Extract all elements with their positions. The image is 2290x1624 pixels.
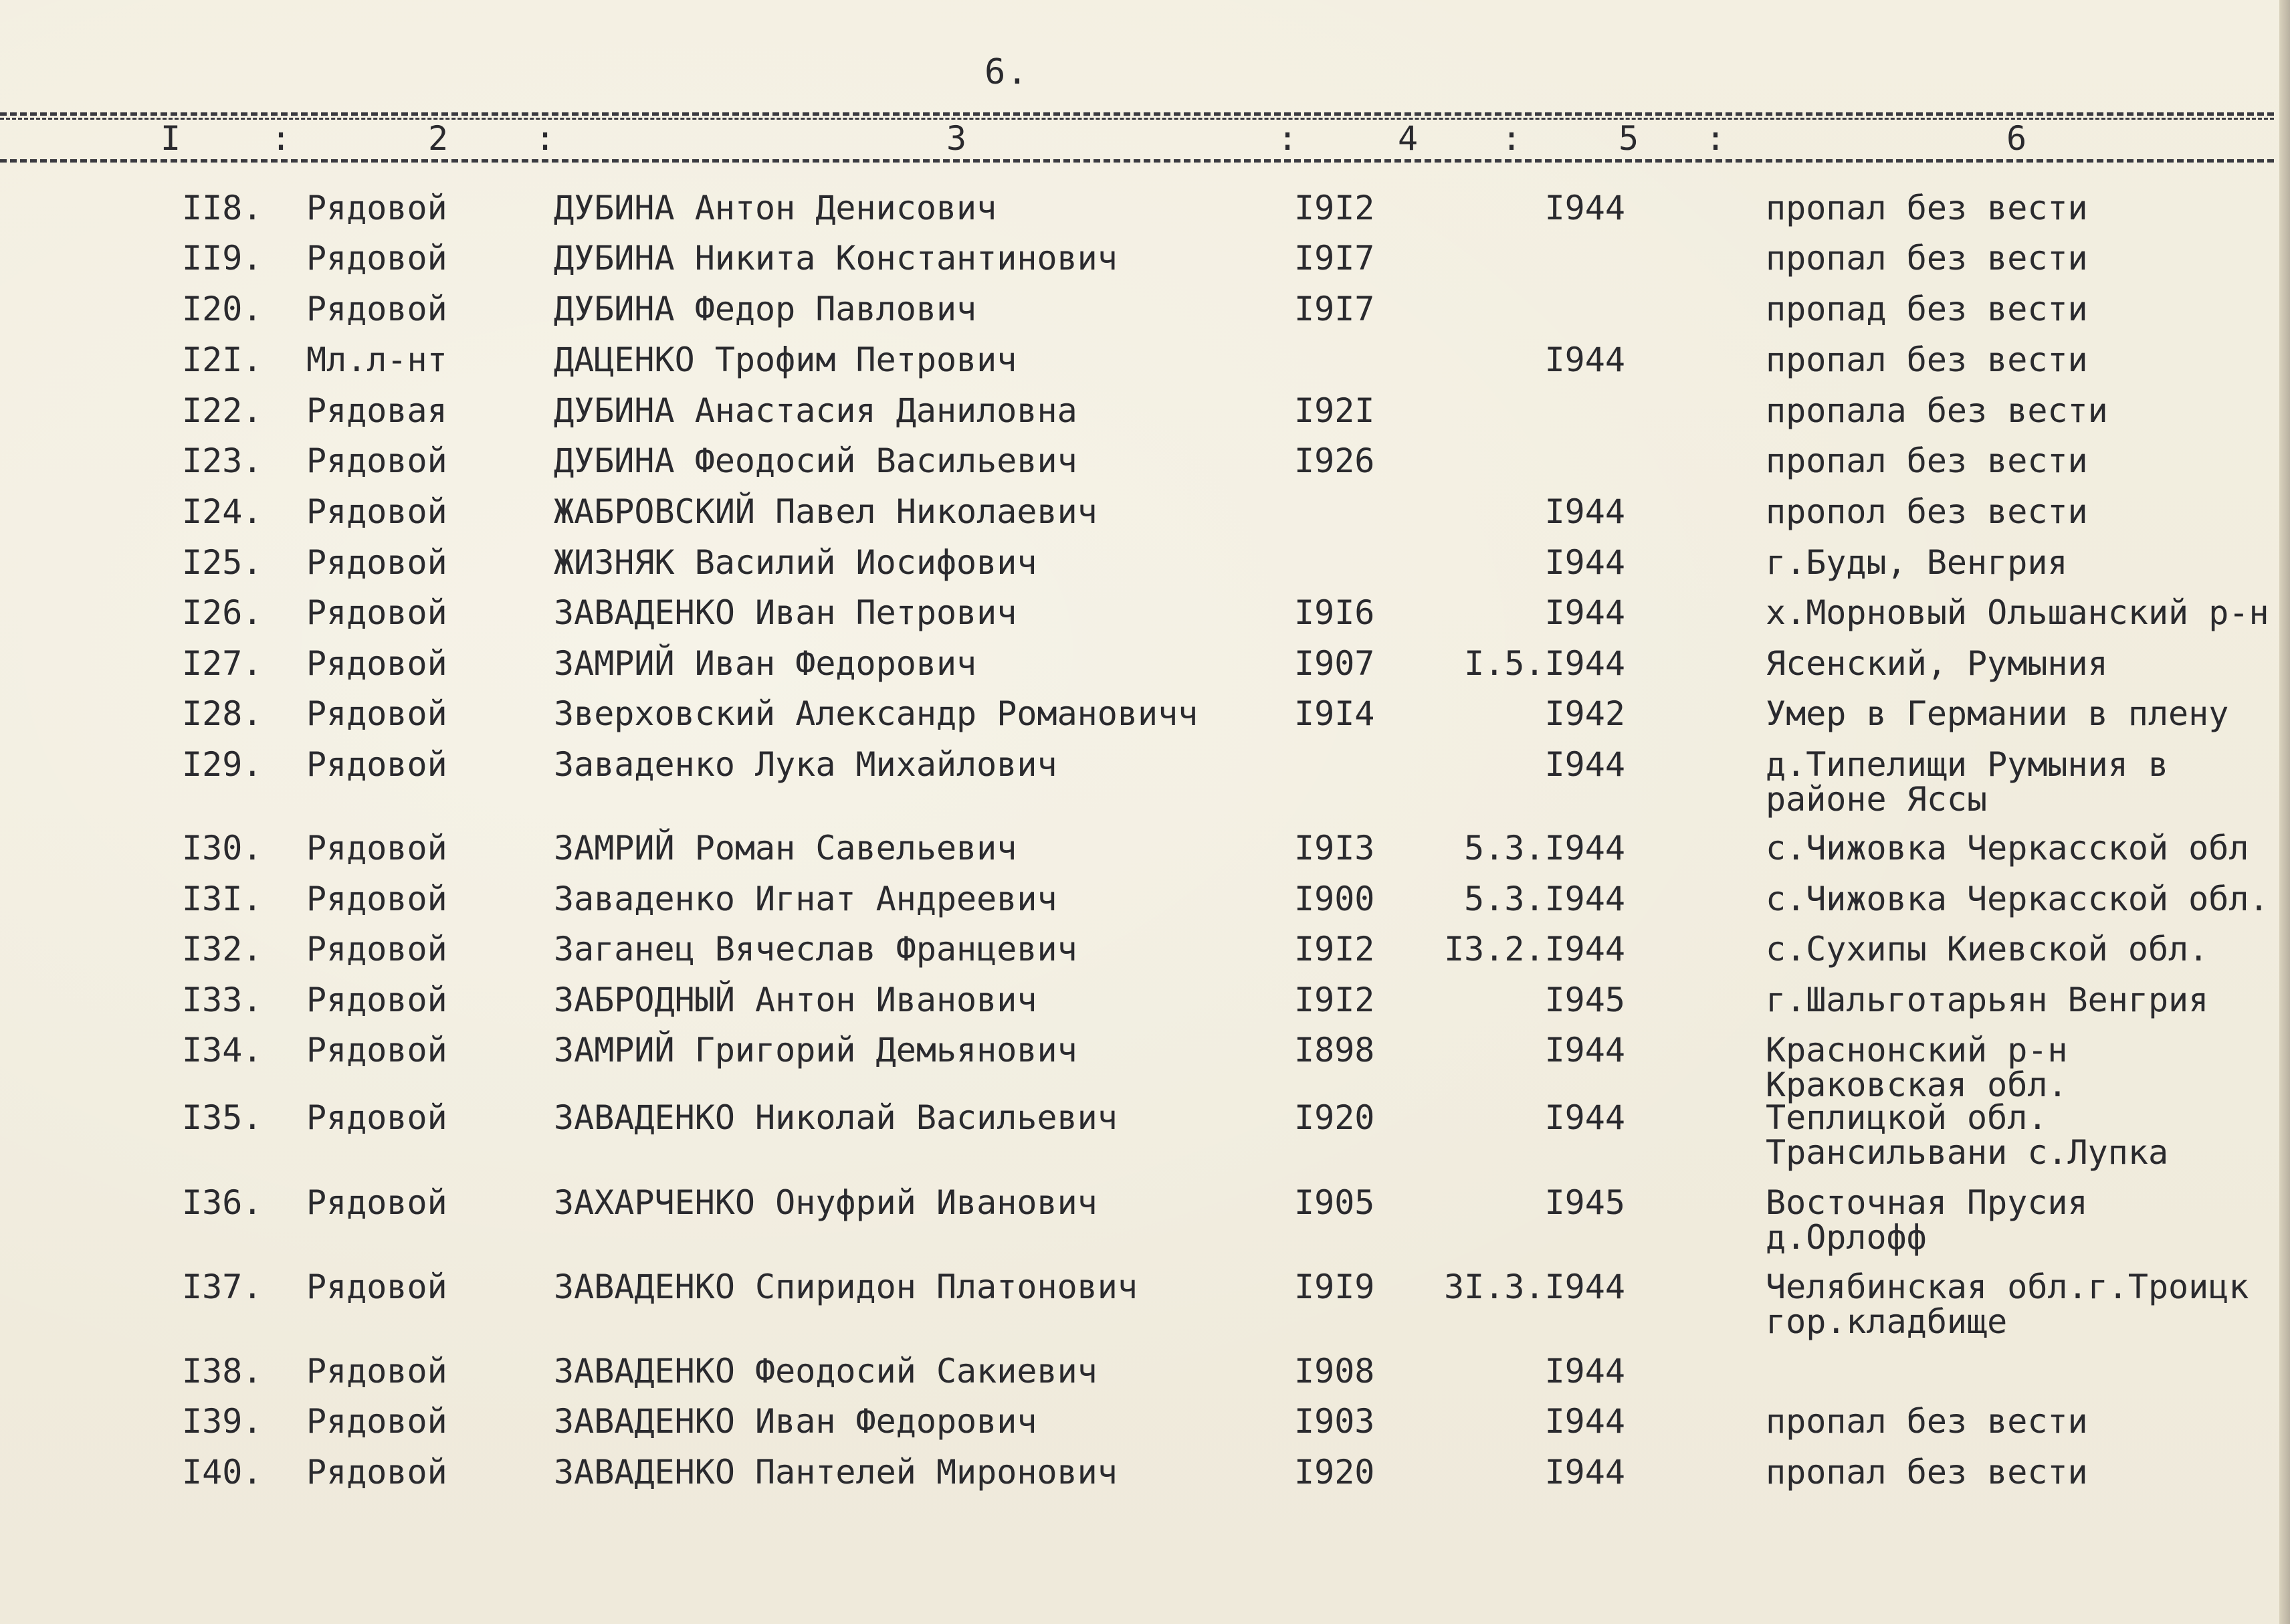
row-fate-place: г.Шальготарьян Венгрия xyxy=(1766,981,2209,1019)
row-full-name: Заваденко Игнат Андреевич xyxy=(554,880,1057,918)
row-death-date: I3.2.I944 xyxy=(1444,930,1625,969)
row-fate-place: х.Морновый Ольшанский р-н xyxy=(1766,593,2269,632)
row-birth-year: I900 xyxy=(1294,880,1375,918)
row-death-date: I944 xyxy=(1544,189,1625,227)
row-full-name: ЖИЗНЯК Василий Иосифович xyxy=(554,543,1037,582)
row-number: II9. xyxy=(182,239,263,278)
row-fate-place: Теплицкой обл. Трансильвани с.Лупка xyxy=(1766,1098,2169,1172)
row-number: I39. xyxy=(182,1402,263,1441)
row-death-date: I944 xyxy=(1544,543,1625,582)
row-death-date: I944 xyxy=(1544,492,1625,531)
header-sep-2: : xyxy=(535,119,556,158)
header-sep-3: : xyxy=(1277,119,1298,158)
row-number: I20. xyxy=(182,290,263,328)
header-col-1: I xyxy=(161,119,181,158)
row-fate-place: Восточная Прусия д.Орлофф xyxy=(1766,1183,2088,1257)
row-number: I35. xyxy=(182,1098,263,1137)
row-full-name: ДАЦЕНКО Трофим Петрович xyxy=(554,340,1017,379)
header-rule-double xyxy=(0,118,2274,120)
row-birth-year: I905 xyxy=(1294,1183,1375,1222)
row-fate-place: Ясенский, Румыния xyxy=(1766,644,2108,683)
row-death-date: I944 xyxy=(1544,1352,1625,1391)
row-number: I40. xyxy=(182,1453,263,1492)
row-fate-place: Умер в Германии в плену xyxy=(1766,694,2229,733)
row-fate-place: пропал без вести xyxy=(1766,1402,2088,1441)
row-full-name: ЗАБРОДНЫЙ Антон Иванович xyxy=(554,981,1037,1019)
row-rank: Рядовой xyxy=(306,981,447,1019)
row-full-name: ЗАВАДЕНКО Иван Федорович xyxy=(554,1402,1037,1441)
row-death-date: I945 xyxy=(1544,1183,1625,1222)
header-rule-bottom xyxy=(0,159,2274,163)
row-number: I3I. xyxy=(182,880,263,918)
row-number: I28. xyxy=(182,694,263,733)
row-death-date: I945 xyxy=(1544,981,1625,1019)
row-birth-year: I898 xyxy=(1294,1031,1375,1070)
row-full-name: ЗАХАРЧЕНКО Онуфрий Иванович xyxy=(554,1183,1098,1222)
row-rank: Рядовой xyxy=(306,1031,447,1070)
row-birth-year: I9I9 xyxy=(1294,1267,1375,1306)
row-number: II8. xyxy=(182,189,263,227)
row-full-name: Заганец Вячеслав Францевич xyxy=(554,930,1077,969)
row-rank: Рядовой xyxy=(306,189,447,227)
row-death-date: I944 xyxy=(1544,1031,1625,1070)
row-birth-year: I9I2 xyxy=(1294,981,1375,1019)
row-number: I36. xyxy=(182,1183,263,1222)
row-birth-year: I908 xyxy=(1294,1352,1375,1391)
row-birth-year: I9I4 xyxy=(1294,694,1375,733)
row-full-name: ЗАВАДЕНКО Николай Васильевич xyxy=(554,1098,1118,1137)
row-rank: Рядовой xyxy=(306,1267,447,1306)
header-sep-4: : xyxy=(1501,119,1522,158)
row-birth-year: I9I2 xyxy=(1294,930,1375,969)
row-rank: Рядовой xyxy=(306,1183,447,1222)
row-full-name: ДУБИНА Феодосий Васильевич xyxy=(554,441,1077,480)
row-full-name: ЗАМРИЙ Иван Федорович xyxy=(554,644,977,683)
header-rule-top xyxy=(0,112,2274,116)
row-full-name: ЗАВАДЕНКО Иван Петрович xyxy=(554,593,1017,632)
row-death-date: I942 xyxy=(1544,694,1625,733)
row-fate-place: пропол без вести xyxy=(1766,492,2088,531)
row-death-date: I944 xyxy=(1544,340,1625,379)
row-full-name: ЗАВАДЕНКО Пантелей Миронович xyxy=(554,1453,1118,1492)
row-full-name: ЗАМРИЙ Роман Савельевич xyxy=(554,829,1017,868)
row-fate-place: с.Чижовка Черкасской обл xyxy=(1766,829,2249,868)
row-birth-year: I920 xyxy=(1294,1453,1375,1492)
row-birth-year: I9I7 xyxy=(1294,290,1375,328)
header-col-4: 4 xyxy=(1398,119,1419,158)
row-number: I23. xyxy=(182,441,263,480)
row-rank: Рядовой xyxy=(306,694,447,733)
row-fate-place: пропал без вести xyxy=(1766,340,2088,379)
row-number: I38. xyxy=(182,1352,263,1391)
row-death-date: I944 xyxy=(1544,593,1625,632)
row-number: I33. xyxy=(182,981,263,1019)
row-rank: Рядовой xyxy=(306,1453,447,1492)
row-full-name: ЗАВАДЕНКО Феодосий Сакиевич xyxy=(554,1352,1098,1391)
row-full-name: ДУБИНА Антон Денисович xyxy=(554,189,997,227)
row-number: I2I. xyxy=(182,340,263,379)
header-col-3: 3 xyxy=(946,119,967,158)
row-number: I27. xyxy=(182,644,263,683)
row-rank: Рядовая xyxy=(306,391,447,430)
row-fate-place: Челябинская обл.г.Троицк гор.кладбище xyxy=(1766,1267,2249,1341)
row-rank: Рядовой xyxy=(306,829,447,868)
page-number: 6. xyxy=(984,52,1029,92)
row-rank: Рядовой xyxy=(306,745,447,784)
header-sep-1: : xyxy=(271,119,292,158)
row-fate-place: пропал без вести xyxy=(1766,1453,2088,1492)
row-full-name: ДУБИНА Анастасия Даниловна xyxy=(554,391,1077,430)
row-rank: Рядовой xyxy=(306,1402,447,1441)
row-death-date: I944 xyxy=(1544,1402,1625,1441)
row-rank: Рядовой xyxy=(306,1098,447,1137)
row-rank: Рядовой xyxy=(306,239,447,278)
row-death-date: I944 xyxy=(1544,745,1625,784)
header-col-2: 2 xyxy=(428,119,449,158)
row-number: I30. xyxy=(182,829,263,868)
row-rank: Рядовой xyxy=(306,441,447,480)
row-full-name: ДУБИНА Федор Павлович xyxy=(554,290,977,328)
row-rank: Рядовой xyxy=(306,543,447,582)
row-death-date: I944 xyxy=(1544,1098,1625,1137)
row-rank: Рядовой xyxy=(306,492,447,531)
row-death-date: 3I.3.I944 xyxy=(1444,1267,1625,1306)
row-fate-place: пропал без вести xyxy=(1766,239,2088,278)
row-number: I26. xyxy=(182,593,263,632)
header-sep-5: : xyxy=(1705,119,1726,158)
row-number: I34. xyxy=(182,1031,263,1070)
row-rank: Рядовой xyxy=(306,930,447,969)
row-birth-year: I920 xyxy=(1294,1098,1375,1137)
row-number: I29. xyxy=(182,745,263,784)
row-rank: Рядовой xyxy=(306,290,447,328)
row-rank: Рядовой xyxy=(306,644,447,683)
row-death-date: I.5.I944 xyxy=(1464,644,1625,683)
row-death-date: 5.3.I944 xyxy=(1464,829,1625,868)
row-death-date: 5.3.I944 xyxy=(1464,880,1625,918)
row-rank: Мл.л-нт xyxy=(306,340,447,379)
row-full-name: ДУБИНА Никита Константинович xyxy=(554,239,1118,278)
row-birth-year: I92I xyxy=(1294,391,1375,430)
row-birth-year: I907 xyxy=(1294,644,1375,683)
row-fate-place: пропал без вести xyxy=(1766,441,2088,480)
row-full-name: Зверховский Александр Романовичч xyxy=(554,694,1199,733)
page-edge xyxy=(2279,0,2290,1624)
row-full-name: ЗАВАДЕНКО Спиридон Платонович xyxy=(554,1267,1138,1306)
row-rank: Рядовой xyxy=(306,1352,447,1391)
row-death-date: I944 xyxy=(1544,1453,1625,1492)
row-birth-year: I9I3 xyxy=(1294,829,1375,868)
row-birth-year: I903 xyxy=(1294,1402,1375,1441)
row-number: I22. xyxy=(182,391,263,430)
row-birth-year: I9I6 xyxy=(1294,593,1375,632)
header-col-5: 5 xyxy=(1619,119,1639,158)
row-fate-place: пропад без вести xyxy=(1766,290,2088,328)
row-fate-place: с.Сухипы Киевской обл. xyxy=(1766,930,2209,969)
row-full-name: ЗАМРИЙ Григорий Демьянович xyxy=(554,1031,1077,1070)
row-number: I25. xyxy=(182,543,263,582)
row-number: I32. xyxy=(182,930,263,969)
row-fate-place: пропала без вести xyxy=(1766,391,2108,430)
row-fate-place: г.Буды, Венгрия xyxy=(1766,543,2068,582)
row-fate-place: д.Типелищи Румыния в районе Яссы xyxy=(1766,745,2169,819)
row-fate-place: Краснонский р-н Краковская обл. xyxy=(1766,1031,2068,1104)
row-birth-year: I926 xyxy=(1294,441,1375,480)
row-full-name: ЖАБРОВСКИЙ Павел Николаевич xyxy=(554,492,1098,531)
row-fate-place: с.Чижовка Черкасской обл. xyxy=(1766,880,2269,918)
row-birth-year: I9I2 xyxy=(1294,189,1375,227)
row-birth-year: I9I7 xyxy=(1294,239,1375,278)
row-number: I24. xyxy=(182,492,263,531)
row-number: I37. xyxy=(182,1267,263,1306)
row-fate-place: пропал без вести xyxy=(1766,189,2088,227)
row-full-name: Заваденко Лука Михайлович xyxy=(554,745,1057,784)
row-rank: Рядовой xyxy=(306,593,447,632)
header-col-6: 6 xyxy=(2006,119,2027,158)
row-rank: Рядовой xyxy=(306,880,447,918)
